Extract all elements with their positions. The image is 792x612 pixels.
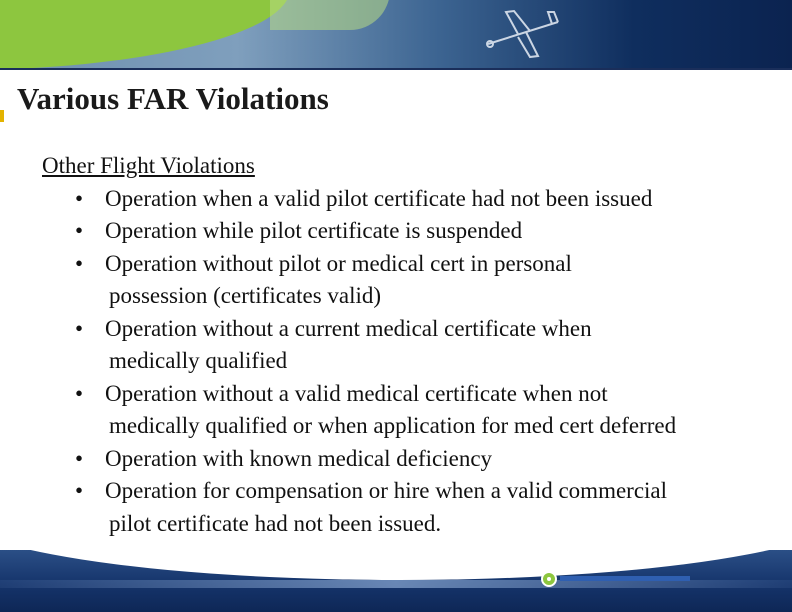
bullet-marker: • xyxy=(75,380,84,406)
slide-title: Various FAR Violations xyxy=(17,81,329,116)
logo-dot-icon xyxy=(541,571,557,587)
bullet-marker: • xyxy=(75,218,84,243)
bullet-text-continued: possession (certificates valid) xyxy=(109,283,382,308)
bullet-marker: • xyxy=(75,185,84,211)
bullet-item xyxy=(42,378,787,443)
bullet-text: Operation when a valid pilot certificate had not been issued xyxy=(105,185,653,211)
bullet-text: Operation without pilot or medical cert in personal xyxy=(105,250,572,276)
bullet-item xyxy=(42,183,787,216)
bullet-text: Operation without a valid medical certificate when not xyxy=(105,380,608,406)
bullet-text-continued: pilot certificate had not been issued. xyxy=(109,510,442,536)
bullet-marker: • xyxy=(75,250,84,276)
bullet-text: Operation while pilot certificate is suspended xyxy=(105,218,523,243)
bullet-marker: • xyxy=(75,445,84,471)
footer-banner xyxy=(0,550,792,612)
section-heading: Other Flight Violations xyxy=(42,153,255,178)
bullet-item xyxy=(42,475,787,540)
header-banner xyxy=(0,0,792,68)
footer-accent-bar xyxy=(560,576,690,581)
header-divider xyxy=(0,68,792,70)
bullet-text: Operation for compensation or hire when a valid commercial xyxy=(105,478,668,503)
bullet-text-continued: medically qualified or when application for med cert deferred xyxy=(109,413,677,438)
airplane-icon xyxy=(468,4,578,64)
green-swoosh-highlight xyxy=(270,0,390,30)
bullet-marker: • xyxy=(75,315,84,341)
bullet-item xyxy=(42,215,787,248)
bullet-text-continued: medically qualified xyxy=(109,348,288,373)
footer-stripe xyxy=(0,580,792,588)
slide-content xyxy=(42,150,787,540)
bullet-item xyxy=(42,443,787,476)
bullet-text: Operation without a current medical certificate when xyxy=(105,315,592,341)
bullet-text: Operation with known medical deficiency xyxy=(105,445,493,471)
green-swoosh xyxy=(0,0,290,68)
bullet-item xyxy=(42,248,787,313)
bullet-list xyxy=(42,183,787,541)
left-accent-mark xyxy=(0,110,4,122)
bullet-item xyxy=(42,313,787,378)
bullet-marker: • xyxy=(75,478,84,503)
